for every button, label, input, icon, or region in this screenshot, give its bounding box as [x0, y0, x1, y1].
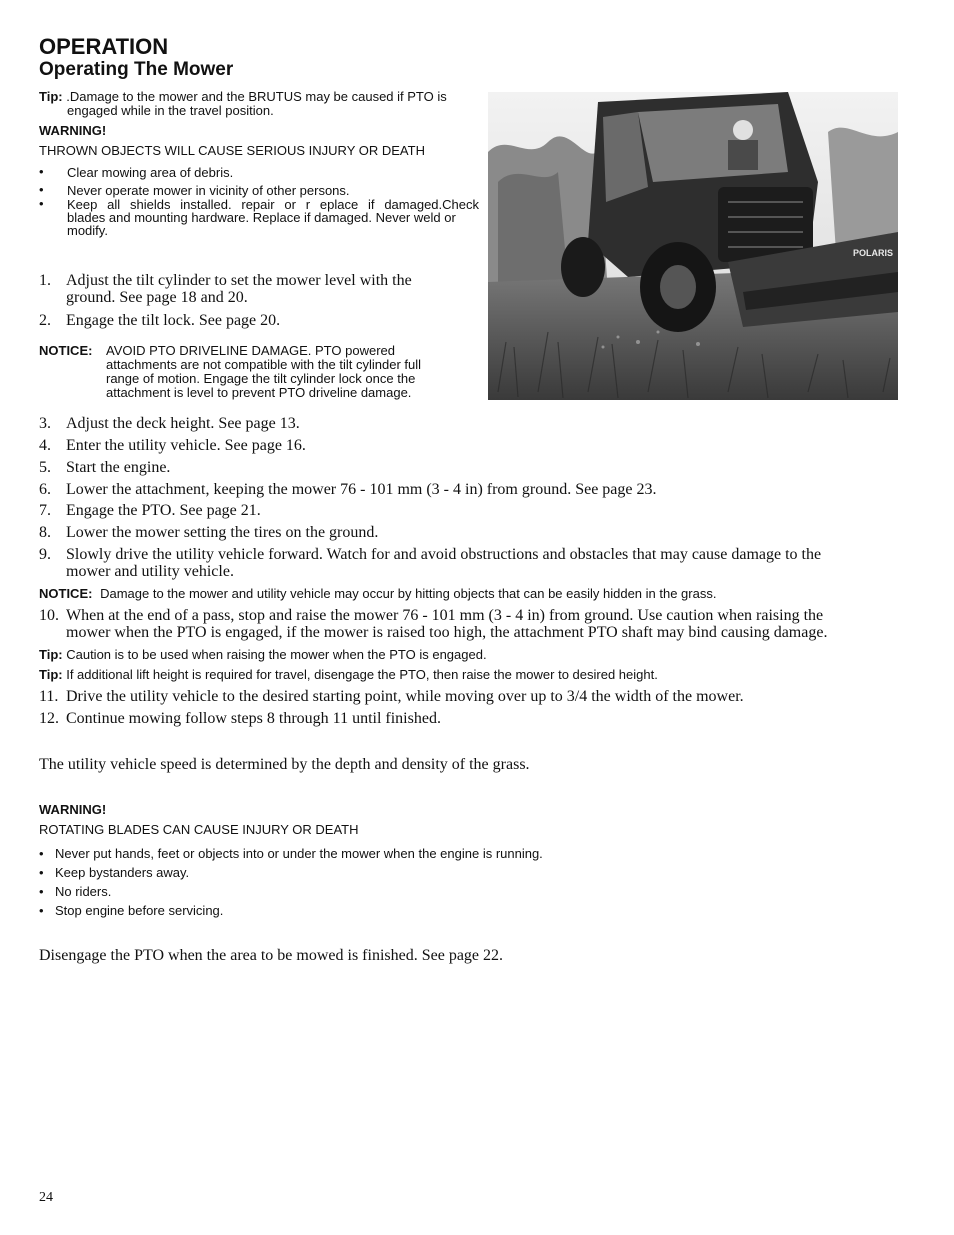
- warning-item: No riders.: [55, 884, 112, 899]
- tip-label: Tip:: [39, 667, 63, 682]
- bullet-icon: •: [39, 865, 44, 880]
- step-number: 10.: [39, 607, 59, 624]
- warning-item: Keep bystanders away.: [55, 865, 190, 880]
- step-number: 9.: [39, 546, 51, 563]
- step-item: [39, 524, 899, 541]
- step-item: [39, 710, 919, 727]
- step-number: 3.: [39, 415, 51, 432]
- tip-text: If additional lift height is required for travel, disengage the PTO, then raise the mower to desired height.: [66, 667, 658, 682]
- tip-text-cont: engaged while in the travel position.: [67, 103, 274, 118]
- step-item: [39, 437, 899, 454]
- step-text: Slowly drive the utility vehicle forward. Watch for and avoid obstructions and obstacles that may cause damage to the: [66, 546, 822, 563]
- notice-text: attachment is level to prevent PTO driveline damage.: [106, 385, 412, 400]
- bullet-icon: •: [39, 903, 44, 918]
- step-item: [39, 272, 469, 306]
- tip-caution: [39, 648, 919, 662]
- step-text: Engage the PTO. See page 21.: [66, 502, 261, 519]
- notice-text: range of motion. Engage the tilt cylinder lock once the: [106, 371, 416, 386]
- step-number: 2.: [39, 312, 51, 329]
- vehicle-mower-illustration: [488, 92, 898, 400]
- bullet-icon: •: [39, 196, 44, 211]
- bullet-icon: •: [39, 884, 44, 899]
- warning-item-cont: modify.: [67, 223, 108, 238]
- warning-item: Never put hands, feet or objects into or under the mower when the engine is running.: [55, 846, 543, 861]
- step-text: Continue mowing follow steps 8 through 11 until finished.: [66, 710, 441, 727]
- step-text: Adjust the deck height. See page 13.: [66, 415, 300, 432]
- bullet-icon: •: [39, 164, 44, 179]
- warning-item-cont: blades and mounting hardware. Replace if damaged. Never weld or: [67, 210, 456, 225]
- step-item: [39, 607, 919, 641]
- step-text-cont: ground. See page 18 and 20.: [66, 289, 248, 306]
- warning-item: Keep all shields installed. repair or r eplace if damaged.Check: [67, 197, 479, 212]
- tip-label: Tip:: [39, 647, 63, 662]
- warning-label: WARNING!: [39, 123, 107, 138]
- page-number: 24: [39, 1190, 53, 1205]
- speed-paragraph: The utility vehicle speed is determined by the depth and density of the grass.: [39, 756, 530, 773]
- mower-photo: [488, 92, 898, 400]
- tip-text: Caution is to be used when raising the mower when the PTO is engaged.: [66, 647, 487, 662]
- warning-title: ROTATING BLADES CAN CAUSE INJURY OR DEATH: [39, 822, 359, 837]
- step-text: Lower the attachment, keeping the mower 76 - 101 mm (3 - 4 in) from ground. See page 23.: [66, 481, 657, 498]
- notice-label: NOTICE:: [39, 586, 93, 601]
- notice-text: Damage to the mower and utility vehicle may occur by hitting objects that can be easily hidden in the grass.: [100, 586, 717, 601]
- step-number: 5.: [39, 459, 51, 476]
- warning-item: Never operate mower in vicinity of other persons.: [67, 183, 350, 198]
- step-text: When at the end of a pass, stop and raise the mower 76 - 101 mm (3 - 4 in) from ground. Use caution when raising the: [66, 607, 824, 624]
- step-item: [39, 415, 899, 432]
- step-number: 4.: [39, 437, 51, 454]
- step-item: [39, 481, 899, 498]
- warning-title: THROWN OBJECTS WILL CAUSE SERIOUS INJURY OR DEATH: [39, 143, 425, 158]
- notice-hidden-objects: [39, 587, 919, 601]
- brand-logo: POLARIS: [853, 248, 894, 258]
- step-item: [39, 688, 919, 705]
- step-number: 12.: [39, 710, 59, 727]
- tip-travel-position: [39, 90, 484, 104]
- step-number: 8.: [39, 524, 51, 541]
- step-text-cont: mower when the PTO is engaged, if the mower is raised too high, the attachment PTO shaft may bind causing damage.: [66, 624, 828, 641]
- step-number: 7.: [39, 502, 51, 519]
- step-text: Adjust the tilt cylinder to set the mower level with the: [66, 272, 412, 289]
- step-text: Start the engine.: [66, 459, 171, 476]
- step-text: Lower the mower setting the tires on the ground.: [66, 524, 379, 541]
- step-item: [39, 459, 899, 476]
- bullet-icon: •: [39, 182, 44, 197]
- step-number: 6.: [39, 481, 51, 498]
- tip-lift-height: [39, 668, 919, 682]
- page-heading: OPERATION: [39, 34, 169, 59]
- step-text: Drive the utility vehicle to the desired starting point, while moving over up to 3/4 the width of the mower.: [66, 688, 744, 705]
- step-number: 1.: [39, 272, 51, 289]
- step-number: 11.: [39, 688, 59, 705]
- section-title: Operating The Mower: [39, 59, 234, 80]
- warning-item: Stop engine before servicing.: [55, 903, 224, 918]
- step-text-cont: mower and utility vehicle.: [66, 563, 234, 580]
- bullet-icon: •: [39, 846, 44, 861]
- tip-text: .Damage to the mower and the BRUTUS may be caused if PTO is: [66, 89, 447, 104]
- step-item: [39, 502, 899, 519]
- tip-label: Tip:: [39, 89, 63, 104]
- step-item: [39, 312, 469, 329]
- notice-label: NOTICE:: [39, 343, 93, 358]
- notice-text: AVOID PTO DRIVELINE DAMAGE. PTO powered: [106, 343, 395, 358]
- step-item: [39, 546, 899, 580]
- warning-item: Clear mowing area of debris.: [67, 165, 234, 180]
- notice-text: attachments are not compatible with the tilt cylinder full: [106, 357, 422, 372]
- step-text: Engage the tilt lock. See page 20.: [66, 312, 281, 329]
- final-paragraph: Disengage the PTO when the area to be mowed is finished. See page 22.: [39, 947, 504, 964]
- step-text: Enter the utility vehicle. See page 16.: [66, 437, 306, 454]
- warning-label: WARNING!: [39, 802, 107, 817]
